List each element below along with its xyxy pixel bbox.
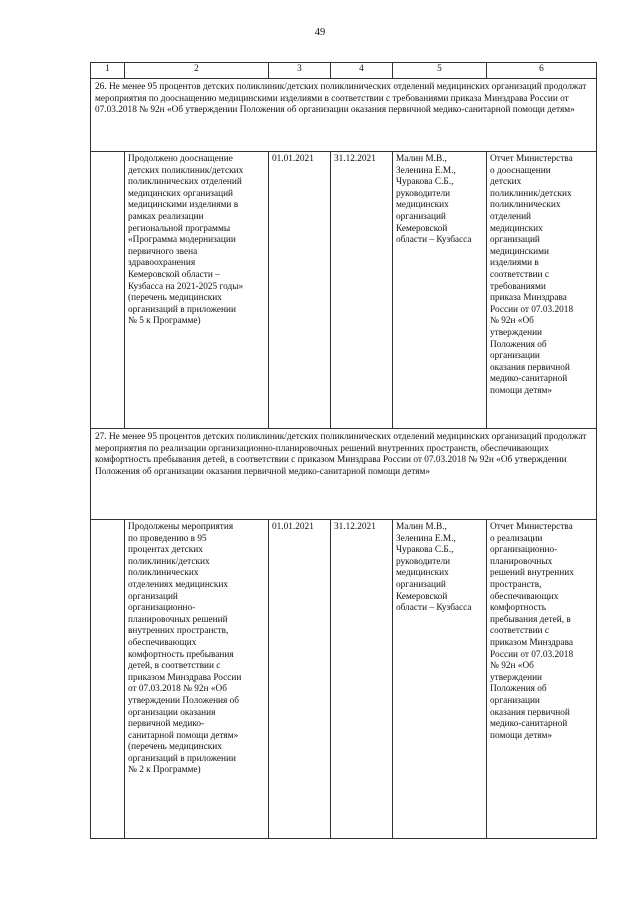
start-date-cell: 01.01.2021 xyxy=(269,152,331,429)
column-number-header xyxy=(91,63,597,79)
row-number-cell xyxy=(91,520,125,839)
section-title-row xyxy=(91,429,597,520)
table-row xyxy=(91,520,597,839)
header-cell: 4 xyxy=(331,63,393,79)
section-title: 26. Не менее 95 процентов детских поликлиник/детских поликлинических отделений медицинских организаций продолжат мероприятия по дооснащению медицинскими изделиями в соответствии с требованиями приказа Минздрава России от 07.03.2018 № 92н «Об утверждении Положения об организации оказания первичной медико-санитарной помощи детям» xyxy=(91,79,597,152)
section-title-row xyxy=(91,79,597,152)
page-number: 49 xyxy=(314,27,326,38)
section-title: 27. Не менее 95 процентов детских поликлиник/детских поликлинических отделений медицинских организаций продолжат мероприятия по реализации организационно-планировочных решений внутренних пространств, обеспечивающих комфортность пребывания детей, в соответствии с приказом Минздрава России от 07.03.2018 № 92н «Об утверждении Положения об организации оказания первичной медико-санитарной помощи детям» xyxy=(91,429,597,520)
plan-table xyxy=(90,62,597,839)
responsible-cell: Малин М.В., Зеленина Е.М., Чуракова С.Б., руководители медицинских организаций Кемеровской области – Кузбасса xyxy=(393,152,487,429)
header-cell: 2 xyxy=(125,63,269,79)
start-date-cell: 01.01.2021 xyxy=(269,520,331,839)
end-date-cell: 31.12.2021 xyxy=(331,520,393,839)
header-cell: 5 xyxy=(393,63,487,79)
header-cell: 6 xyxy=(487,63,597,79)
table-row xyxy=(91,152,597,429)
end-date-cell: 31.12.2021 xyxy=(331,152,393,429)
measure-cell: Продолжены мероприятия по проведению в 95 процентах детских поликлиник/детских поликлинических отделениях медицинских организаций организационно- планировочных решений внутренних пространств, обеспечивающих комфортность пребывания детей, в соответствии с приказом Минздрава России от 07.03.2018 № 92н «Об утверждении Положения об организации оказания первичной медико- санитарной помощи детям» (перечень медицинских организаций в приложении № 2 к Программе) xyxy=(125,520,269,839)
header-cell: 3 xyxy=(269,63,331,79)
result-cell: Отчет Министерства о дооснащении детских поликлиник/детских поликлинических отделений медицинских организаций медицинскими изделиями в соответствии с требованиями приказа Минздрава России от 07.03.2018 № 92н «Об утверждении Положения об организации оказания первичной медико-санитарной помощи детям» xyxy=(487,152,597,429)
measure-cell: Продолжено дооснащение детских поликлиник/детских поликлинических отделений медицинских организаций медицинскими изделиями в рамках реализации региональной программы «Программа модернизации первичного звена здравоохранения Кемеровской области – Кузбасса на 2021-2025 годы» (перечень медицинских организаций в приложении № 5 к Программе) xyxy=(125,152,269,429)
row-number-cell xyxy=(91,152,125,429)
header-cell: 1 xyxy=(91,63,125,79)
result-cell: Отчет Министерства о реализации организационно- планировочных решений внутренних пространств, обеспечивающих комфортность пребывания детей, в соответствии с приказом Минздрава России от 07.03.2018 № 92н «Об утверждении Положения об организации оказания первичной медико-санитарной помощи детям» xyxy=(487,520,597,839)
responsible-cell: Малин М.В., Зеленина Е.М., Чуракова С.Б., руководители медицинских организаций Кемеровской области – Кузбасса xyxy=(393,520,487,839)
